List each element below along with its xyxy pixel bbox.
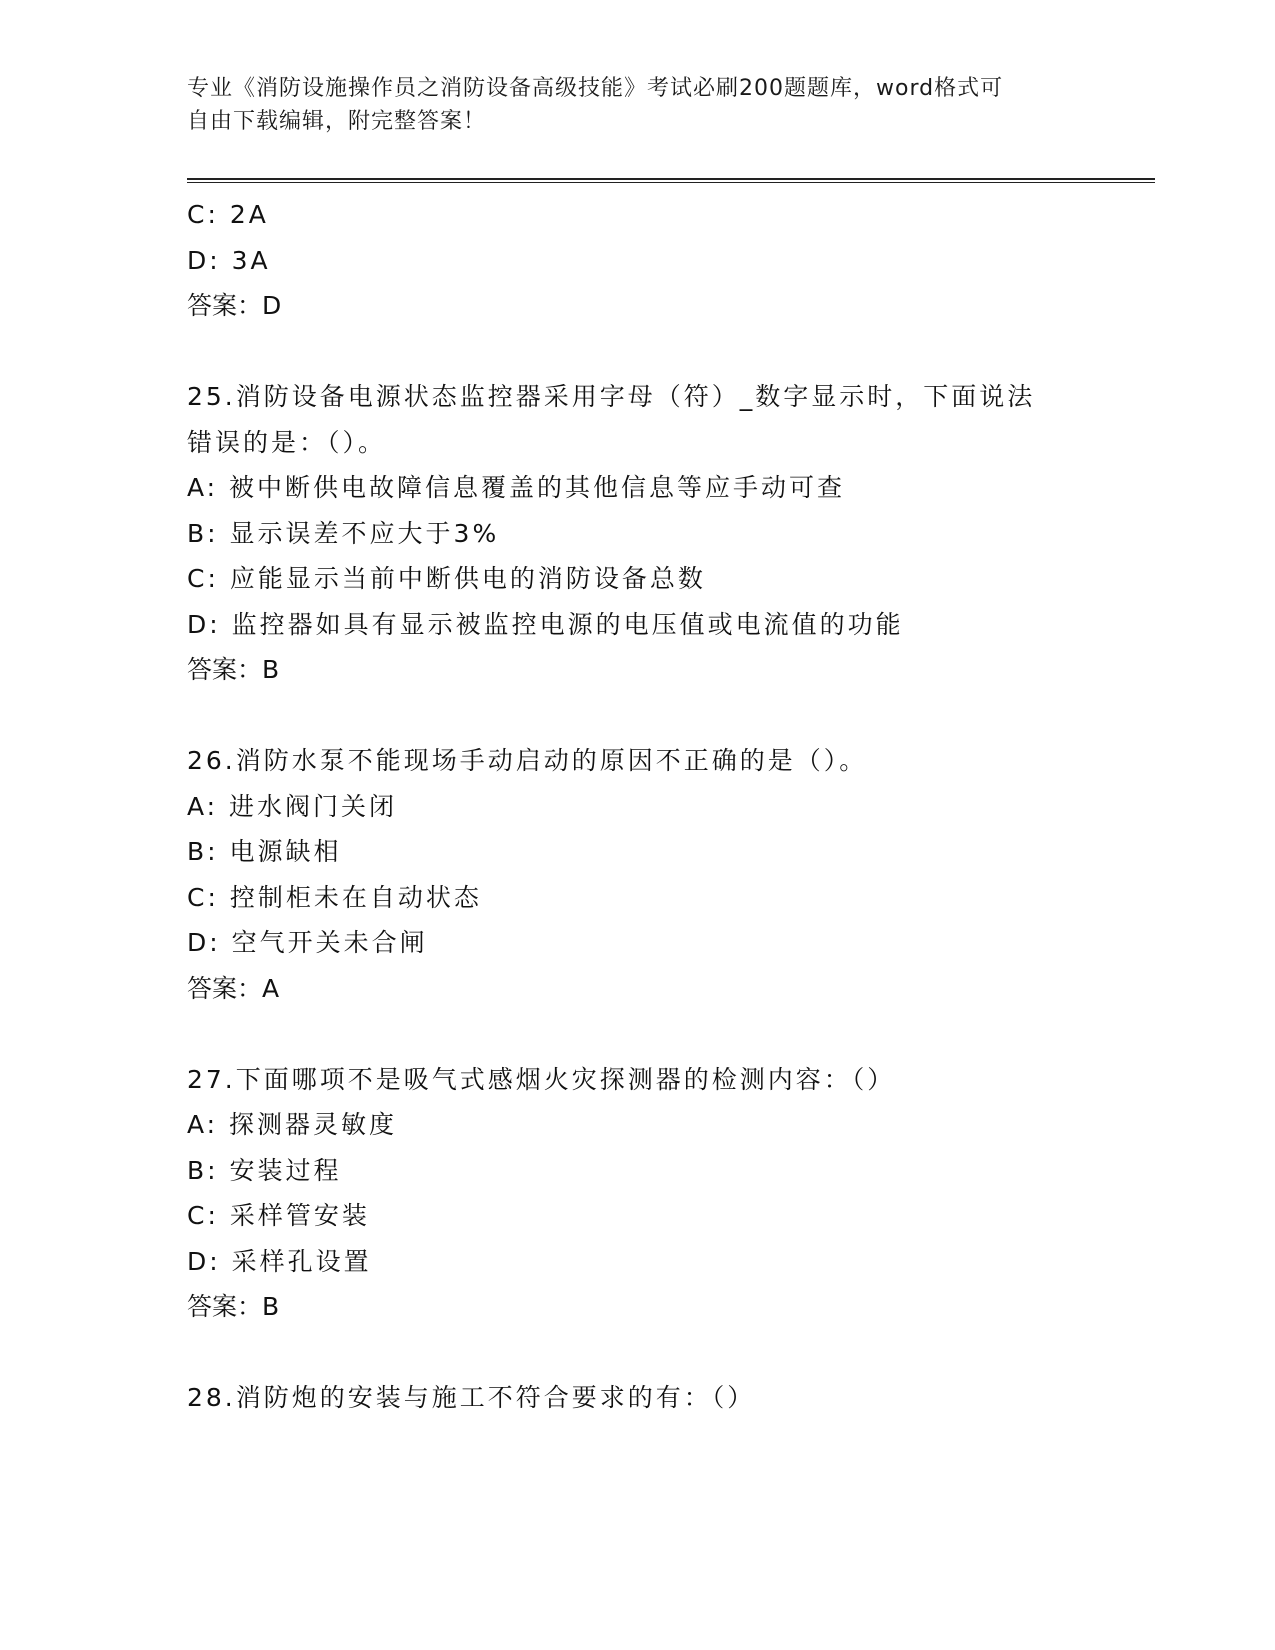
answer-value: B <box>262 655 281 684</box>
question-26 <box>187 738 1155 1011</box>
answer-label: 答案： <box>187 291 263 320</box>
option-label: A: <box>187 473 219 502</box>
question-number: 25. <box>187 382 236 411</box>
option-text: 被中断供电故障信息覆盖的其他信息等应手动可查 <box>229 473 846 502</box>
question-fragment <box>187 192 1155 329</box>
option-label: D: <box>187 245 221 275</box>
answer-line <box>187 1284 1155 1330</box>
option-label: B: <box>187 518 219 548</box>
answer-value: D <box>262 291 283 320</box>
option-a <box>187 465 1155 511</box>
option-d <box>187 1239 1155 1285</box>
option-label: D: <box>187 1246 221 1276</box>
option-text: 安装过程 <box>229 1155 342 1185</box>
answer-line <box>187 966 1155 1012</box>
question-number: 27. <box>187 1064 236 1094</box>
spacer <box>187 1011 1155 1057</box>
option-label: A: <box>187 1110 219 1139</box>
question-stem-text: 下面哪项不是吸气式感烟火灾探测器的检测内容：（） <box>235 1064 896 1094</box>
answer-value: A <box>262 973 281 1003</box>
option-label: C: <box>187 1201 219 1230</box>
answer-label: 答案： <box>187 1292 263 1321</box>
header-line-1: 专业《消防设施操作员之消防设备高级技能》考试必刷200题题库，word格式可 <box>187 76 1004 101</box>
header-divider <box>187 178 1155 183</box>
option-c <box>187 875 1155 921</box>
option-text: 采样管安装 <box>229 1201 370 1230</box>
question-25 <box>187 374 1155 693</box>
question-27 <box>187 1057 1155 1330</box>
answer-label: 答案： <box>187 973 263 1003</box>
option-text: 3A <box>231 245 271 275</box>
spacer <box>187 329 1155 375</box>
option-d <box>187 920 1155 966</box>
answer-line <box>187 647 1155 693</box>
option-text: 监控器如具有显示被监控电源的电压值或电流值的功能 <box>231 609 904 639</box>
option-b <box>187 511 1155 557</box>
answer-value: B <box>262 1292 281 1321</box>
option-d <box>187 238 1155 284</box>
option-text: 探测器灵敏度 <box>229 1110 398 1139</box>
document-header <box>187 72 1077 138</box>
answer-line <box>187 283 1155 329</box>
question-stem-text: 消防水泵不能现场手动启动的原因不正确的是（）。 <box>235 746 868 775</box>
question-number: 26. <box>187 746 236 775</box>
question-stem-text: 错误的是：（）。 <box>187 427 387 457</box>
option-label: A: <box>187 791 219 821</box>
option-text: 进水阀门关闭 <box>229 791 398 821</box>
option-text: 应能显示当前中断供电的消防设备总数 <box>229 564 706 593</box>
option-c <box>187 192 1155 238</box>
question-stem <box>187 738 1155 784</box>
option-text: 控制柜未在自动状态 <box>229 882 482 912</box>
option-b <box>187 1148 1155 1194</box>
header-line-2: 自由下载编辑，附完整答案！ <box>187 109 487 134</box>
question-stem <box>187 1375 1155 1421</box>
option-b <box>187 829 1155 875</box>
option-text: 显示误差不应大于3% <box>229 518 500 548</box>
option-label: B: <box>187 837 219 866</box>
question-stem-text: 消防设备电源状态监控器采用字母（符）_数字显示时，下面说法 <box>235 382 1036 411</box>
spacer <box>187 1330 1155 1376</box>
question-stem-text: 消防炮的安装与施工不符合要求的有：（） <box>235 1383 756 1412</box>
answer-label: 答案： <box>187 655 263 684</box>
option-label: C: <box>187 200 219 229</box>
question-stem <box>187 1057 1155 1103</box>
option-label: D: <box>187 928 221 957</box>
option-label: B: <box>187 1155 219 1185</box>
option-label: C: <box>187 882 219 912</box>
option-text: 空气开关未合闸 <box>231 928 428 957</box>
question-stem-continued <box>187 420 1155 466</box>
option-d <box>187 602 1155 648</box>
option-a <box>187 784 1155 830</box>
spacer <box>187 693 1155 739</box>
question-stem <box>187 374 1155 420</box>
option-a <box>187 1102 1155 1148</box>
option-text: 电源缺相 <box>229 837 342 866</box>
option-text: 采样孔设置 <box>231 1246 372 1276</box>
option-label: D: <box>187 609 221 639</box>
option-c <box>187 556 1155 602</box>
question-list <box>187 192 1155 1421</box>
option-label: C: <box>187 564 219 593</box>
question-28 <box>187 1375 1155 1421</box>
question-number: 28. <box>187 1383 236 1412</box>
option-c <box>187 1193 1155 1239</box>
option-text: 2A <box>229 200 269 229</box>
